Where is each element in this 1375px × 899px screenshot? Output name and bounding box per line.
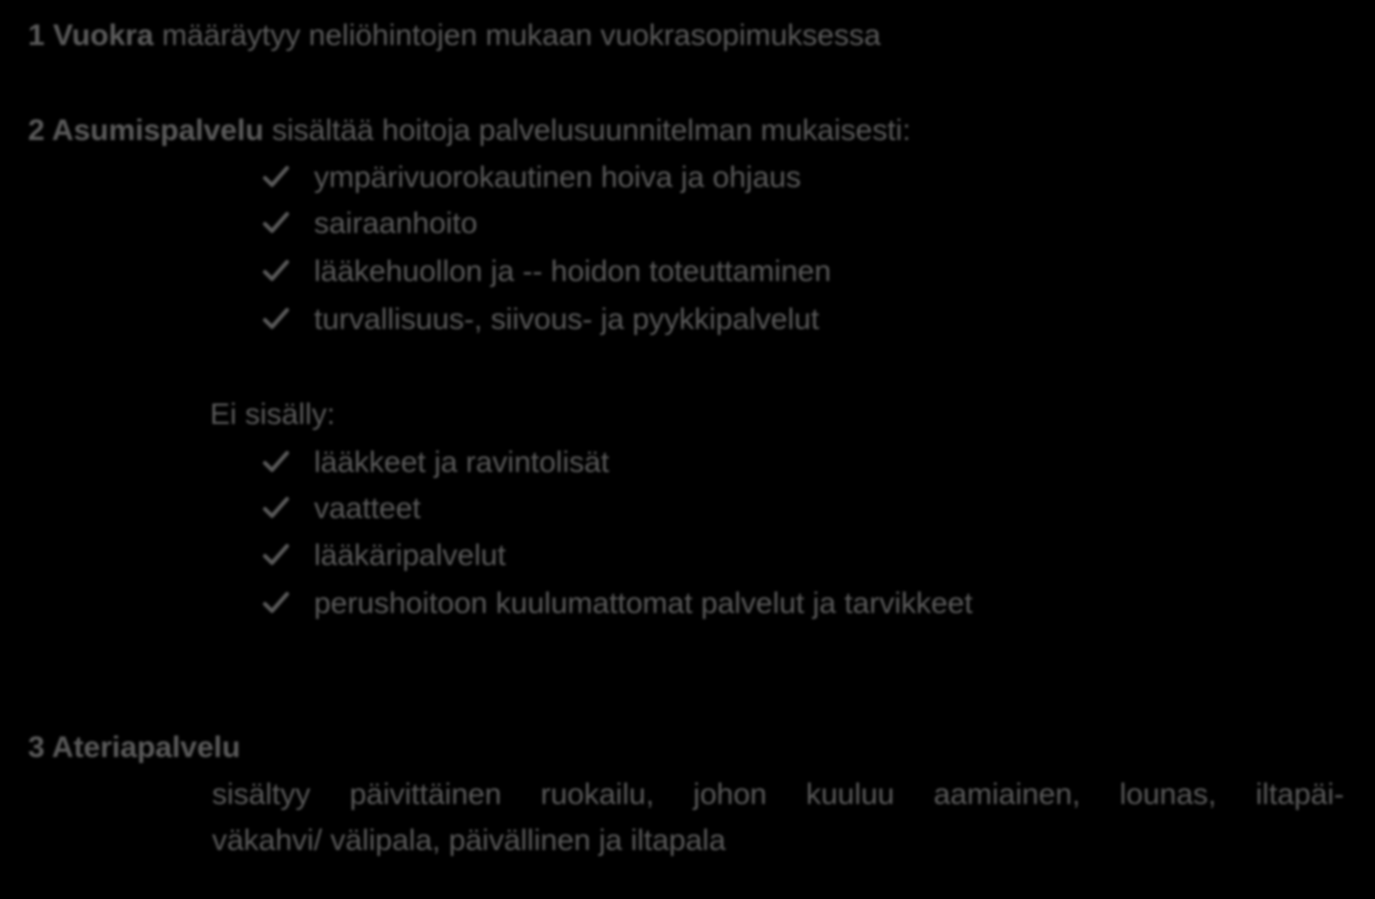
excluded-item-text: vaatteet xyxy=(314,492,421,525)
included-item-text: lääkehuollon ja -- hoidon toteuttaminen xyxy=(314,255,832,288)
included-item xyxy=(262,160,801,196)
section-2-text: sisältää hoitoja palvelusuunnitelman mukaisesti: xyxy=(263,114,911,147)
excluded-item xyxy=(262,538,506,574)
section-2-label: 2 Asumispalvelu xyxy=(28,114,264,147)
checkmark-icon xyxy=(262,542,298,570)
section-2-line xyxy=(28,113,911,149)
included-item xyxy=(262,206,477,242)
included-item xyxy=(262,254,831,290)
checkmark-icon xyxy=(262,258,298,286)
checkmark-icon xyxy=(262,495,298,523)
excluded-heading: Ei sisälly: xyxy=(210,398,336,431)
section-3-text-line-2: väkahvi/ välipala, päivällinen ja iltapala xyxy=(212,824,726,857)
section-1-line xyxy=(28,18,881,54)
included-item-text: sairaanhoito xyxy=(314,207,478,240)
excluded-item xyxy=(262,491,421,527)
checkmark-icon xyxy=(262,590,298,618)
included-item-text: ympärivuorokautinen hoiva ja ohjaus xyxy=(314,161,801,194)
included-item-text: turvallisuus-, siivous- ja pyykkipalvelut xyxy=(314,303,820,336)
excluded-item-text: lääkäripalvelut xyxy=(314,539,506,572)
excluded-item xyxy=(262,445,609,481)
included-item xyxy=(262,302,819,338)
checkmark-icon xyxy=(262,210,298,238)
checkmark-icon xyxy=(262,449,298,477)
excluded-item-text: perushoitoon kuulumattomat palvelut ja tarvikkeet xyxy=(314,587,973,620)
section-3-text-line-1: sisältyy päivittäinen ruokailu, johon kuuluu aamiainen, lounas, iltapäi- xyxy=(212,778,1344,811)
section-1-label: 1 Vuokra xyxy=(28,19,154,52)
section-1-text: määräytyy neliöhintojen mukaan vuokrasopimuksessa xyxy=(153,19,881,52)
excluded-item-text: lääkkeet ja ravintolisät xyxy=(314,446,610,479)
section-3-label: 3 Ateriapalvelu xyxy=(28,731,241,764)
excluded-item xyxy=(262,586,973,622)
checkmark-icon xyxy=(262,164,298,192)
checkmark-icon xyxy=(262,306,298,334)
